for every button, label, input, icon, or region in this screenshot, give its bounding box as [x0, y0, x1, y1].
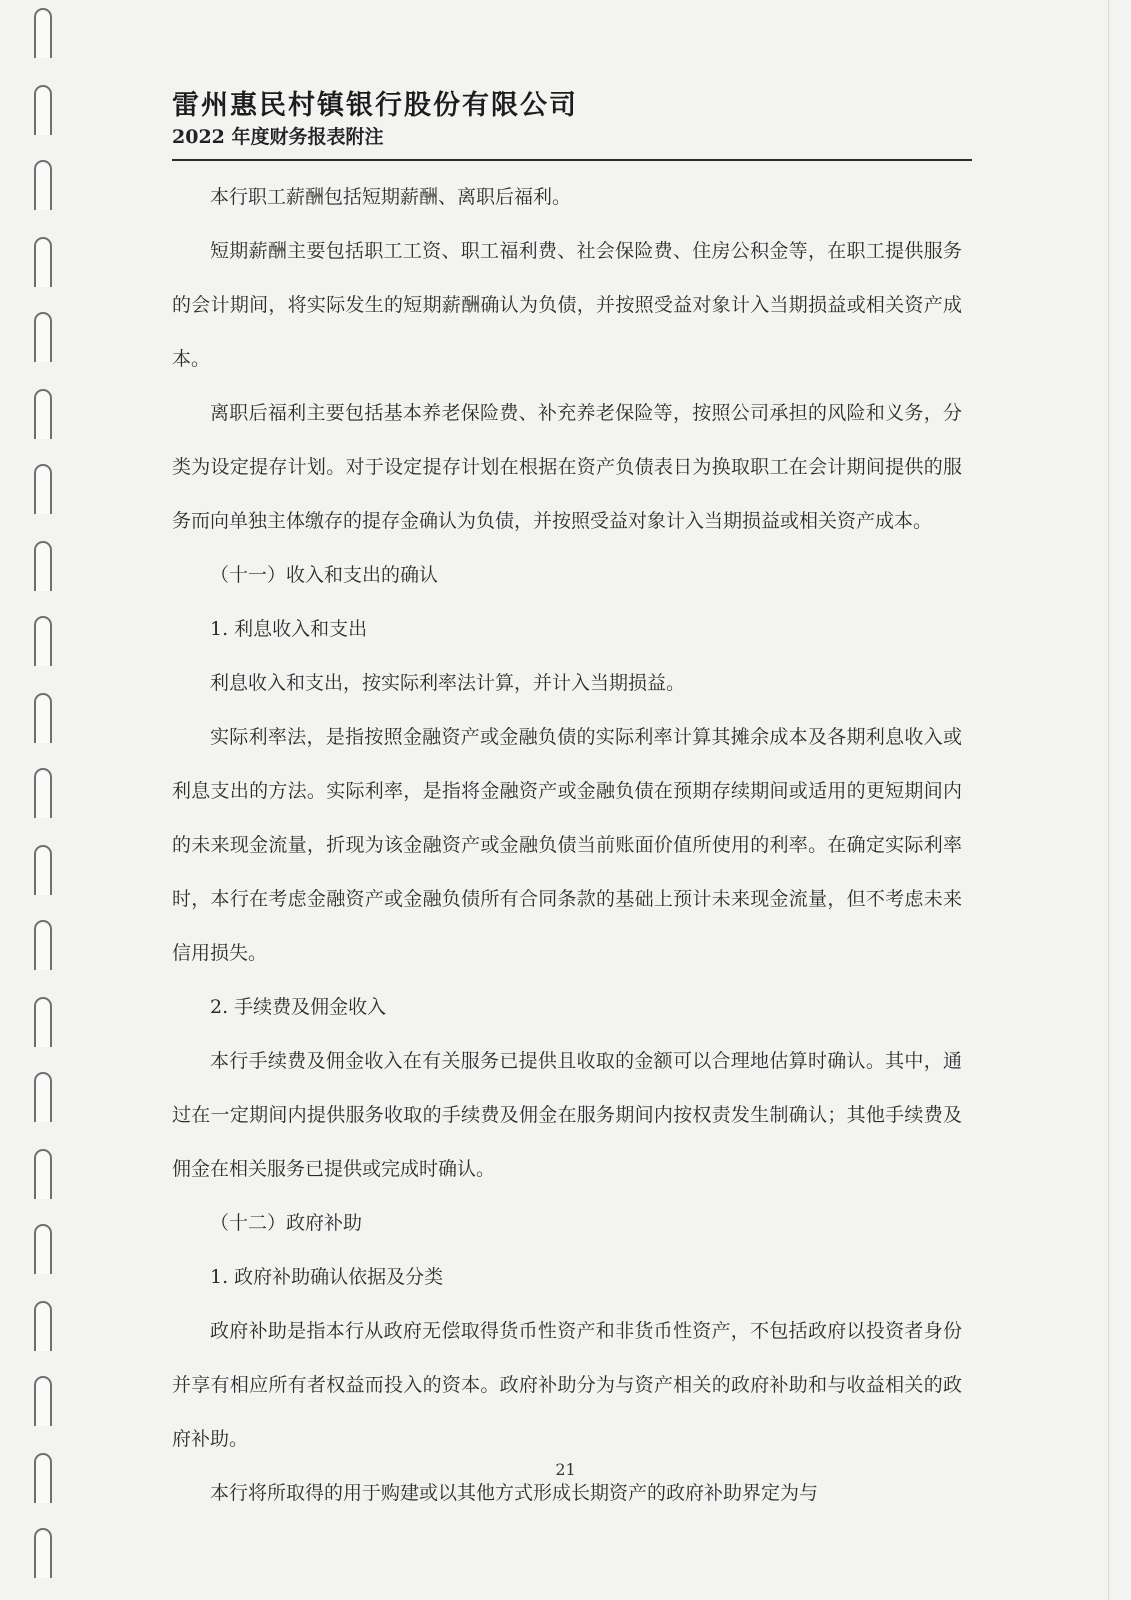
binding-hole-icon — [34, 1376, 52, 1426]
binding-hole-icon — [34, 1149, 52, 1199]
binding-hole-icon — [34, 1528, 52, 1578]
subsection-heading: 1. 利息收入和支出 — [210, 618, 368, 640]
header-rule — [172, 159, 972, 161]
binding-hole-icon — [34, 845, 52, 895]
paragraph: 利息收入和支出，按实际利率法计算，并计入当期损益。 — [210, 672, 686, 694]
subsection-heading: 1. 政府补助确认依据及分类 — [210, 1266, 444, 1288]
binding-hole-icon — [34, 768, 52, 818]
paragraph: 离职后福利主要包括基本养老保险费、补充养老保险等，按照公司承担的风险和义务，分类为设定提存计划。对于设定提存计划在根据在资产负债表日为换取职工在会计期间提供的服务而向单独主体缴存的提存金确认为负债，并按照受益对象计入当期损益或相关资产成本。 — [172, 402, 962, 532]
paragraph: 实际利率法，是指按照金融资产或金融负债的实际利率计算其摊余成本及各期利息收入或利息支出的方法。实际利率，是指将金融资产或金融负债在预期存续期间或适用的更短期间内的未来现金流量，折现为该金融资产或金融负债当前账面价值所使用的利率。在确定实际利率时，本行在考虑金融资产或金融负债所有合同条款的基础上预计未来现金流量，但不考虑未来信用损失。 — [172, 726, 962, 964]
binding-hole-icon — [34, 312, 52, 362]
report-subtitle: 2022 年度财务报表附注 — [172, 126, 384, 148]
binding-hole-icon — [34, 8, 52, 58]
paragraph: 短期薪酬主要包括职工工资、职工福利费、社会保险费、住房公积金等，在职工提供服务的会计期间，将实际发生的短期薪酬确认为负债，并按照受益对象计入当期损益或相关资产成本。 — [172, 240, 962, 370]
binding-hole-icon — [34, 85, 52, 135]
page-number: 21 — [555, 1460, 576, 1479]
binding-hole-icon — [34, 237, 52, 287]
paragraph: 本行手续费及佣金收入在有关服务已提供且收取的金额可以合理地估算时确认。其中，通过在一定期间内提供服务收取的手续费及佣金在服务期间内按权责发生制确认；其他手续费及佣金在相关服务已提供或完成时确认。 — [172, 1050, 962, 1180]
binding-hole-icon — [34, 389, 52, 439]
binding-hole-icon — [34, 464, 52, 514]
binding-hole-icon — [34, 920, 52, 970]
paragraph: 政府补助是指本行从政府无偿取得货币性资产和非货币性资产，不包括政府以投资者身份并享有相应所有者权益而投入的资本。政府补助分为与资产相关的政府补助和与收益相关的政府补助。 — [172, 1320, 962, 1450]
binding-hole-icon — [34, 1224, 52, 1274]
binding-hole-icon — [34, 541, 52, 591]
paragraph: 本行将所取得的用于购建或以其他方式形成长期资产的政府补助界定为与 — [210, 1482, 819, 1504]
binding-hole-icon — [34, 1072, 52, 1122]
paragraph: 本行职工薪酬包括短期薪酬、离职后福利。 — [210, 186, 572, 208]
company-name: 雷州惠民村镇银行股份有限公司 — [172, 90, 578, 121]
binding-hole-icon — [34, 693, 52, 743]
document-header — [172, 88, 972, 150]
section-heading: （十一）收入和支出的确认 — [210, 564, 439, 586]
binding-hole-icon — [34, 616, 52, 666]
section-heading: （十二）政府补助 — [210, 1212, 363, 1234]
subsection-heading: 2. 手续费及佣金收入 — [210, 996, 387, 1018]
body-text — [172, 170, 962, 1520]
binding-hole-icon — [34, 997, 52, 1047]
binding-hole-icon — [34, 1301, 52, 1351]
binding-holes — [28, 0, 58, 1600]
page-edge — [1108, 0, 1109, 1600]
binding-hole-icon — [34, 160, 52, 210]
